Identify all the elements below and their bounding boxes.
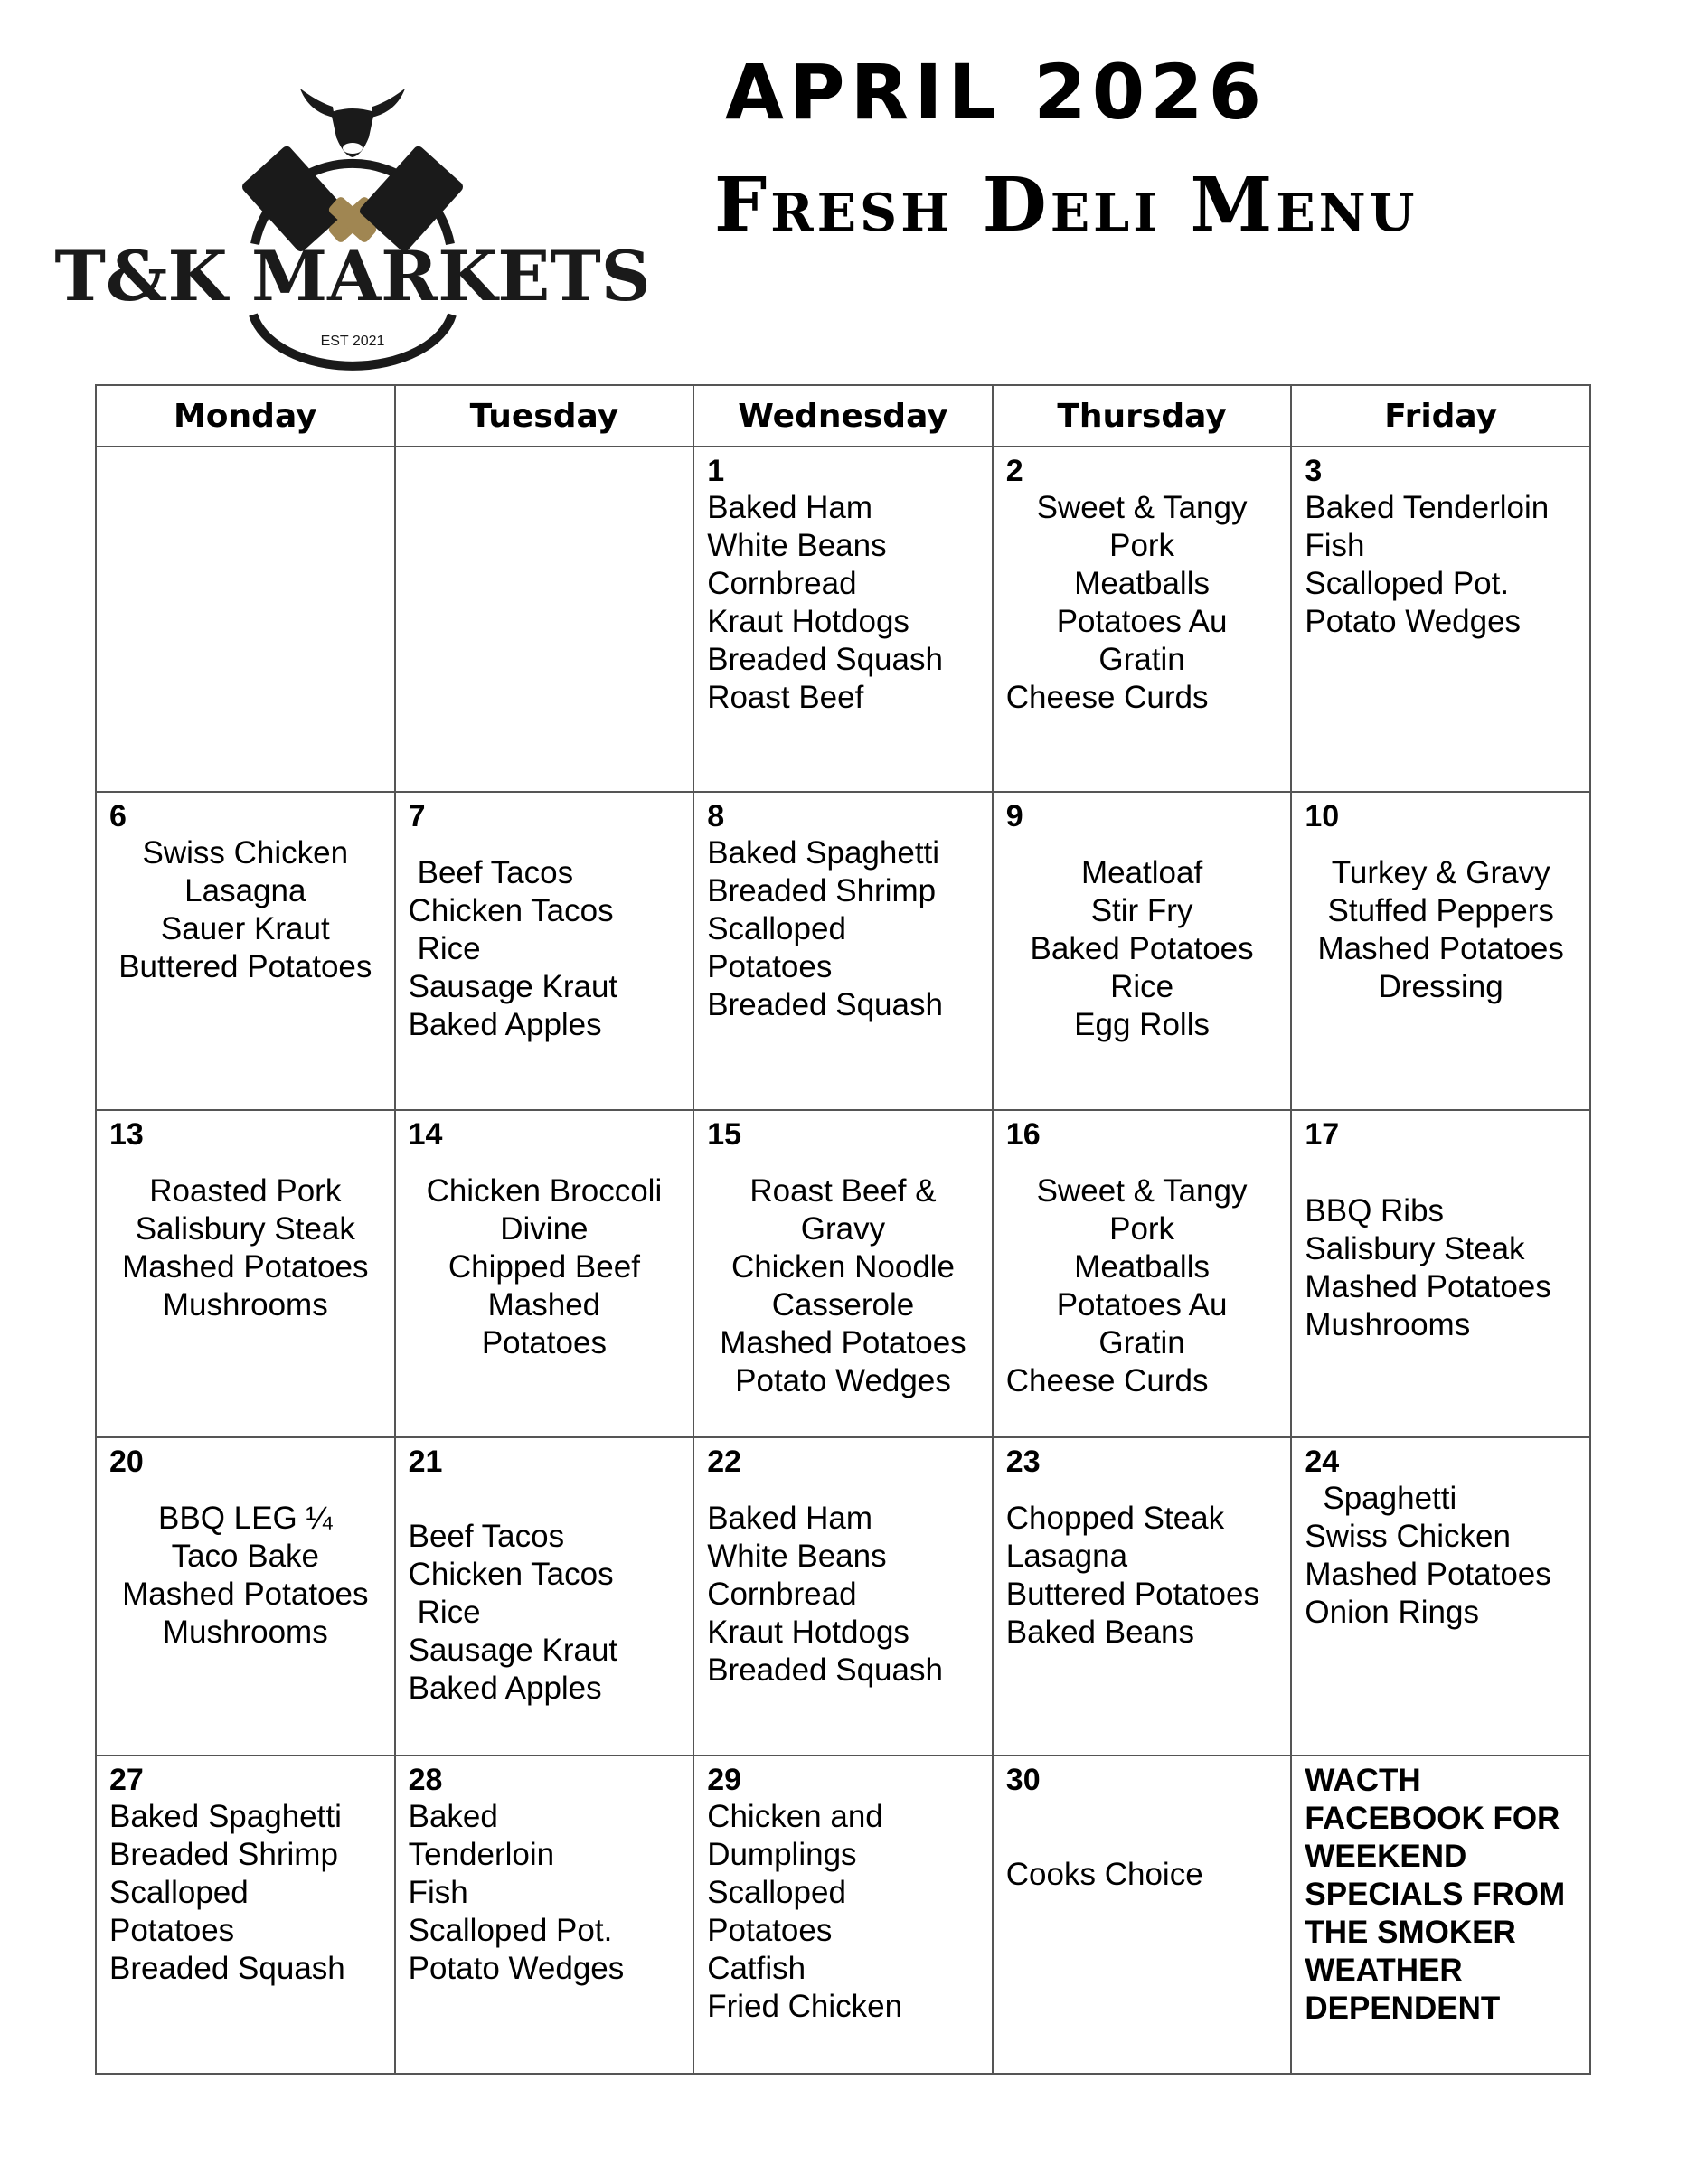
menu-item: Baked Spaghetti	[707, 835, 940, 871]
weekend-specials-note: WEATHER	[1305, 1953, 1463, 1988]
brand-wordmark: T&K MARKETS	[54, 236, 651, 316]
menu-item: Pork	[1109, 528, 1175, 563]
menu-item: Potato Wedges	[1305, 604, 1522, 639]
menu-item: Mashed Potatoes	[720, 1325, 966, 1360]
menu-item: Stir Fry	[1090, 893, 1193, 928]
menu-item: Roasted Pork	[149, 1173, 342, 1209]
menu-item: Breaded Squash	[707, 642, 943, 677]
day-cell	[993, 792, 1292, 1110]
menu-item: Scalloped Pot.	[1305, 566, 1510, 601]
menu-item: Chipped Beef	[448, 1249, 640, 1285]
menu-title-block	[714, 48, 1418, 249]
day-number: 16	[1005, 1117, 1041, 1152]
brand-logo	[54, 90, 651, 380]
menu-item: Cornbread	[707, 1577, 857, 1612]
menu-item: Rice	[417, 1595, 481, 1630]
menu-item: Breaded Shrimp	[109, 1837, 338, 1872]
menu-item: Chicken Tacos	[408, 893, 614, 928]
day-cell	[1291, 792, 1590, 1110]
menu-item: Baked Apples	[408, 1007, 602, 1042]
day-number: 23	[1005, 1445, 1041, 1479]
weekday-header: Thursday	[993, 385, 1292, 447]
menu-item: Divine	[500, 1211, 589, 1247]
menu-item: Egg Rolls	[1074, 1007, 1210, 1042]
menu-item: Baked	[408, 1799, 498, 1834]
day-cell	[96, 1437, 395, 1756]
menu-item: Beef Tacos	[408, 1519, 565, 1554]
weekend-specials-note: FACEBOOK FOR	[1305, 1801, 1560, 1836]
week-row	[96, 1110, 1590, 1437]
menu-item: Breaded Squash	[707, 1652, 943, 1688]
menu-item: Baked Apples	[408, 1671, 602, 1706]
menu-item: Roast Beef	[707, 680, 864, 715]
menu-item: Scalloped	[707, 1875, 846, 1910]
menu-item: Cornbread	[707, 566, 857, 601]
day-number: 29	[707, 1763, 742, 1797]
menu-item: Scalloped	[109, 1875, 249, 1910]
day-number: 20	[109, 1445, 144, 1479]
menu-item: Roast Beef &	[749, 1173, 937, 1209]
weekday-header: Wednesday	[693, 385, 993, 447]
menu-item: Gratin	[1098, 1325, 1185, 1360]
menu-item: Mushrooms	[1305, 1307, 1471, 1342]
menu-item: Mashed	[487, 1287, 601, 1323]
menu-item: Chopped Steak	[1005, 1501, 1225, 1536]
day-cell	[96, 792, 395, 1110]
day-number: 10	[1305, 799, 1340, 833]
menu-item: Buttered Potatoes	[118, 949, 372, 984]
menu-item: Mushrooms	[162, 1287, 328, 1323]
day-cell	[395, 1437, 694, 1756]
menu-item: Baked Ham	[707, 1501, 873, 1536]
menu-item: Turkey & Gravy	[1331, 855, 1550, 890]
day-cell	[993, 1756, 1292, 2074]
menu-item: Rice	[417, 931, 481, 966]
menu-item: Potato Wedges	[735, 1363, 951, 1398]
menu-item: Sweet & Tangy	[1036, 490, 1248, 525]
menu-item: Buttered Potatoes	[1005, 1577, 1259, 1612]
day-cell	[395, 1110, 694, 1437]
menu-item: White Beans	[707, 1539, 887, 1574]
menu-item: Potatoes	[707, 949, 833, 984]
day-cell	[693, 792, 993, 1110]
day-cell	[693, 447, 993, 792]
menu-item: Chicken Tacos	[408, 1557, 614, 1592]
day-number: 3	[1305, 454, 1323, 488]
day-cell	[693, 1110, 993, 1437]
menu-item: Lasagna	[1005, 1539, 1128, 1574]
menu-item: Sweet & Tangy	[1036, 1173, 1248, 1209]
menu-item: Chicken and	[707, 1799, 883, 1834]
day-cell	[395, 792, 694, 1110]
menu-item: Cooks Choice	[1005, 1857, 1203, 1892]
day-cell	[395, 1756, 694, 2074]
menu-item: Potatoes Au	[1056, 604, 1228, 639]
weekend-specials-note: SPECIALS FROM	[1305, 1877, 1566, 1912]
menu-item: Potatoes Au	[1056, 1287, 1228, 1323]
menu-item: Pork	[1109, 1211, 1175, 1247]
menu-item: Kraut Hotdogs	[707, 604, 909, 639]
day-number: 9	[1005, 799, 1023, 833]
menu-item: Chicken Broccoli	[426, 1173, 663, 1209]
month-title: APRIL 2026	[725, 48, 1268, 136]
day-cell	[96, 1756, 395, 2074]
day-cell	[96, 447, 395, 792]
menu-item: White Beans	[707, 528, 887, 563]
day-cell	[693, 1437, 993, 1756]
day-number: 30	[1005, 1763, 1041, 1797]
day-number: 15	[707, 1117, 742, 1152]
day-cell	[96, 1110, 395, 1437]
day-number: 24	[1305, 1445, 1340, 1479]
weekday-header-row	[96, 385, 1590, 447]
week-row	[96, 1756, 1590, 2074]
day-cell	[993, 1437, 1292, 1756]
day-number: 8	[707, 799, 725, 833]
menu-item: Baked Spaghetti	[109, 1799, 342, 1834]
weekday-header: Monday	[96, 385, 395, 447]
menu-item: Onion Rings	[1305, 1595, 1479, 1630]
weekend-specials-note: DEPENDENT	[1305, 1991, 1501, 2026]
week-row	[96, 792, 1590, 1110]
menu-item: Mashed Potatoes	[1305, 1269, 1551, 1304]
day-number: 28	[408, 1763, 443, 1797]
day-number: 6	[109, 799, 127, 833]
menu-item: Breaded Squash	[707, 987, 943, 1022]
menu-item: Potatoes	[109, 1913, 235, 1948]
menu-item: Spaghetti	[1323, 1481, 1457, 1516]
menu-item: Rice	[1110, 969, 1174, 1004]
menu-item: Dumplings	[707, 1837, 857, 1872]
menu-item: Potato Wedges	[408, 1951, 625, 1986]
menu-item: Fish	[1305, 528, 1365, 563]
day-number: 22	[707, 1445, 742, 1479]
menu-item: Baked Beans	[1005, 1614, 1194, 1650]
menu-item: Catfish	[707, 1951, 806, 1986]
menu-item: Tenderloin	[408, 1837, 555, 1872]
day-cell	[993, 1110, 1292, 1437]
menu-item: Dressing	[1378, 969, 1503, 1004]
day-cell	[1291, 447, 1590, 792]
menu-item: Potatoes	[707, 1913, 833, 1948]
menu-item: Salisbury Steak	[1305, 1231, 1525, 1266]
day-number: 13	[109, 1117, 144, 1152]
day-cell	[993, 447, 1292, 792]
established-label: EST 2021	[320, 334, 385, 349]
week-row	[96, 1437, 1590, 1756]
menu-item: Sauer Kraut	[160, 911, 330, 946]
menu-item: Baked Potatoes	[1030, 931, 1254, 966]
menu-item: Gratin	[1098, 642, 1185, 677]
day-cell	[1291, 1110, 1590, 1437]
menu-item: Fried Chicken	[707, 1989, 903, 2024]
menu-item: Swiss Chicken	[1305, 1519, 1511, 1554]
menu-item: Mashed Potatoes	[1317, 931, 1564, 966]
menu-item: Meatballs	[1074, 566, 1210, 601]
menu-item: Swiss Chicken	[142, 835, 349, 871]
menu-item: Breaded Squash	[109, 1951, 345, 1986]
weekend-specials-note: WEEKEND	[1305, 1839, 1467, 1874]
menu-item: Casserole	[771, 1287, 915, 1323]
menu-item: Sausage Kraut	[408, 969, 618, 1004]
week-row	[96, 447, 1590, 792]
day-number: 2	[1005, 454, 1023, 488]
day-number: 27	[109, 1763, 144, 1797]
menu-item: BBQ Ribs	[1305, 1193, 1445, 1228]
weekday-header: Tuesday	[395, 385, 694, 447]
menu-title: Fresh Deli Menu	[714, 162, 1418, 249]
weekend-specials-note: THE SMOKER	[1305, 1915, 1516, 1950]
menu-item: Salisbury Steak	[135, 1211, 355, 1247]
day-number: 14	[408, 1117, 443, 1152]
day-cell	[1291, 1756, 1590, 2074]
menu-item: Mashed Potatoes	[1305, 1557, 1551, 1592]
menu-item: Beef Tacos	[417, 855, 574, 890]
day-number: 21	[408, 1445, 443, 1479]
day-number: 1	[707, 454, 725, 488]
day-cell	[693, 1756, 993, 2074]
menu-item: Stuffed Peppers	[1327, 893, 1554, 928]
menu-item: Mushrooms	[162, 1614, 328, 1650]
menu-item: Mashed Potatoes	[122, 1577, 369, 1612]
menu-calendar	[95, 384, 1591, 2075]
bull-head-icon	[300, 89, 405, 157]
day-cell	[1291, 1437, 1590, 1756]
menu-item: Scalloped Pot.	[408, 1913, 613, 1948]
menu-item: Mashed Potatoes	[122, 1249, 369, 1285]
menu-item: Kraut Hotdogs	[707, 1614, 909, 1650]
menu-item: Meatloaf	[1080, 855, 1203, 890]
menu-item: Lasagna	[184, 873, 306, 908]
menu-item: Cheese Curds	[1005, 1363, 1209, 1398]
menu-item: Chicken Noodle	[730, 1249, 956, 1285]
menu-item: Baked Tenderloin	[1305, 490, 1550, 525]
menu-item: Breaded Shrimp	[707, 873, 937, 908]
menu-item: Meatballs	[1074, 1249, 1210, 1285]
menu-item: Taco Bake	[171, 1539, 320, 1574]
menu-item: Scalloped	[707, 911, 846, 946]
day-cell	[395, 447, 694, 792]
menu-item: Fish	[408, 1875, 468, 1910]
day-number: 17	[1305, 1117, 1340, 1152]
menu-item: Gravy	[800, 1211, 886, 1247]
menu-item: Cheese Curds	[1005, 680, 1209, 715]
menu-item: Sausage Kraut	[408, 1633, 618, 1668]
weekend-specials-note: WACTH	[1305, 1763, 1421, 1798]
menu-item: Baked Ham	[707, 490, 873, 525]
menu-item: BBQ LEG ¼	[158, 1501, 333, 1536]
day-number: 7	[408, 799, 426, 833]
weekday-header: Friday	[1291, 385, 1590, 447]
menu-item: Potatoes	[481, 1325, 607, 1360]
